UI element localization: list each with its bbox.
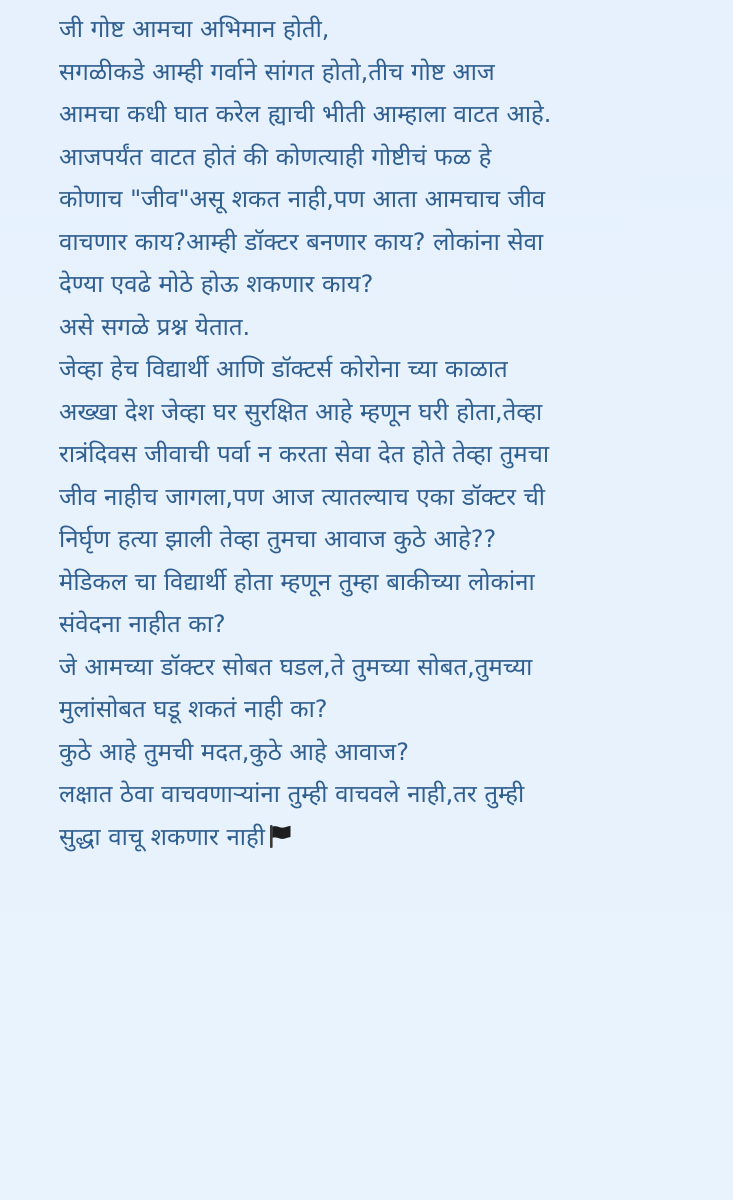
post-line: असे सगळे प्रश्न येतात. <box>59 312 251 341</box>
post-line: कुठे आहे तुमची मदत,कुठे आहे आवाज? <box>59 737 409 766</box>
post-line: जे आमच्या डॉक्टर सोबत घडल,ते तुमच्या सोबत,तुमच्या <box>59 652 533 681</box>
post-line-last <box>59 816 719 859</box>
post-line: मेडिकल चा विद्यार्थी होता म्हणून तुम्हा बाकीच्या लोकांना <box>59 567 535 596</box>
post-line: जीव नाहीच जागला,पण आज त्यातल्याच एका डॉक्टर ची <box>59 482 546 511</box>
post-line: आजपर्यंत वाटत होतं की कोणत्याही गोष्टीचं फळ हे <box>59 142 492 171</box>
post-line: वाचणार काय?आम्ही डॉक्टर बनणार काय? लोकांना सेवा <box>59 227 544 256</box>
post-line: आमचा कधी घात करेल ह्याची भीती आम्हाला वाटत आहे. <box>59 100 552 128</box>
post-line: सगळीकडे आम्ही गर्वाने सांगत होतो,तीच गोष्ट आज <box>59 57 495 86</box>
post-line: देण्या एवढे मोठे होऊ शकणार काय? <box>59 270 374 298</box>
post-line: जी गोष्ट आमचा अभिमान होती, <box>59 15 330 43</box>
post-line: लक्षात ठेवा वाचवणाऱ्यांना तुम्ही वाचवले नाही,तर तुम्ही <box>59 780 525 808</box>
post-line-text: सुद्धा वाचू शकणार नाही <box>59 822 265 851</box>
post-line: अख्खा देश जेव्हा घर सुरक्षित आहे म्हणून घरी होता,तेव्हा <box>59 397 543 426</box>
post-line: जेव्हा हेच विद्यार्थी आणि डॉक्टर्स कोरोना च्या काळात <box>59 355 508 383</box>
post-line: निर्घृण हत्या झाली तेव्हा तुमचा आवाज कुठे आहे?? <box>59 525 497 553</box>
post-line: रात्रंदिवस जीवाची पर्वा न करता सेवा देत होते तेव्हा तुमचा <box>59 440 550 468</box>
black-flag-icon <box>267 823 293 849</box>
post-line: मुलांसोबत घडू शकतं नाही का? <box>59 695 328 723</box>
post-line: संवेदना नाहीत का? <box>59 610 226 638</box>
post-text <box>59 8 719 858</box>
post-line: कोणाच "जीव"असू शकत नाही,पण आता आमचाच जीव <box>59 185 546 213</box>
